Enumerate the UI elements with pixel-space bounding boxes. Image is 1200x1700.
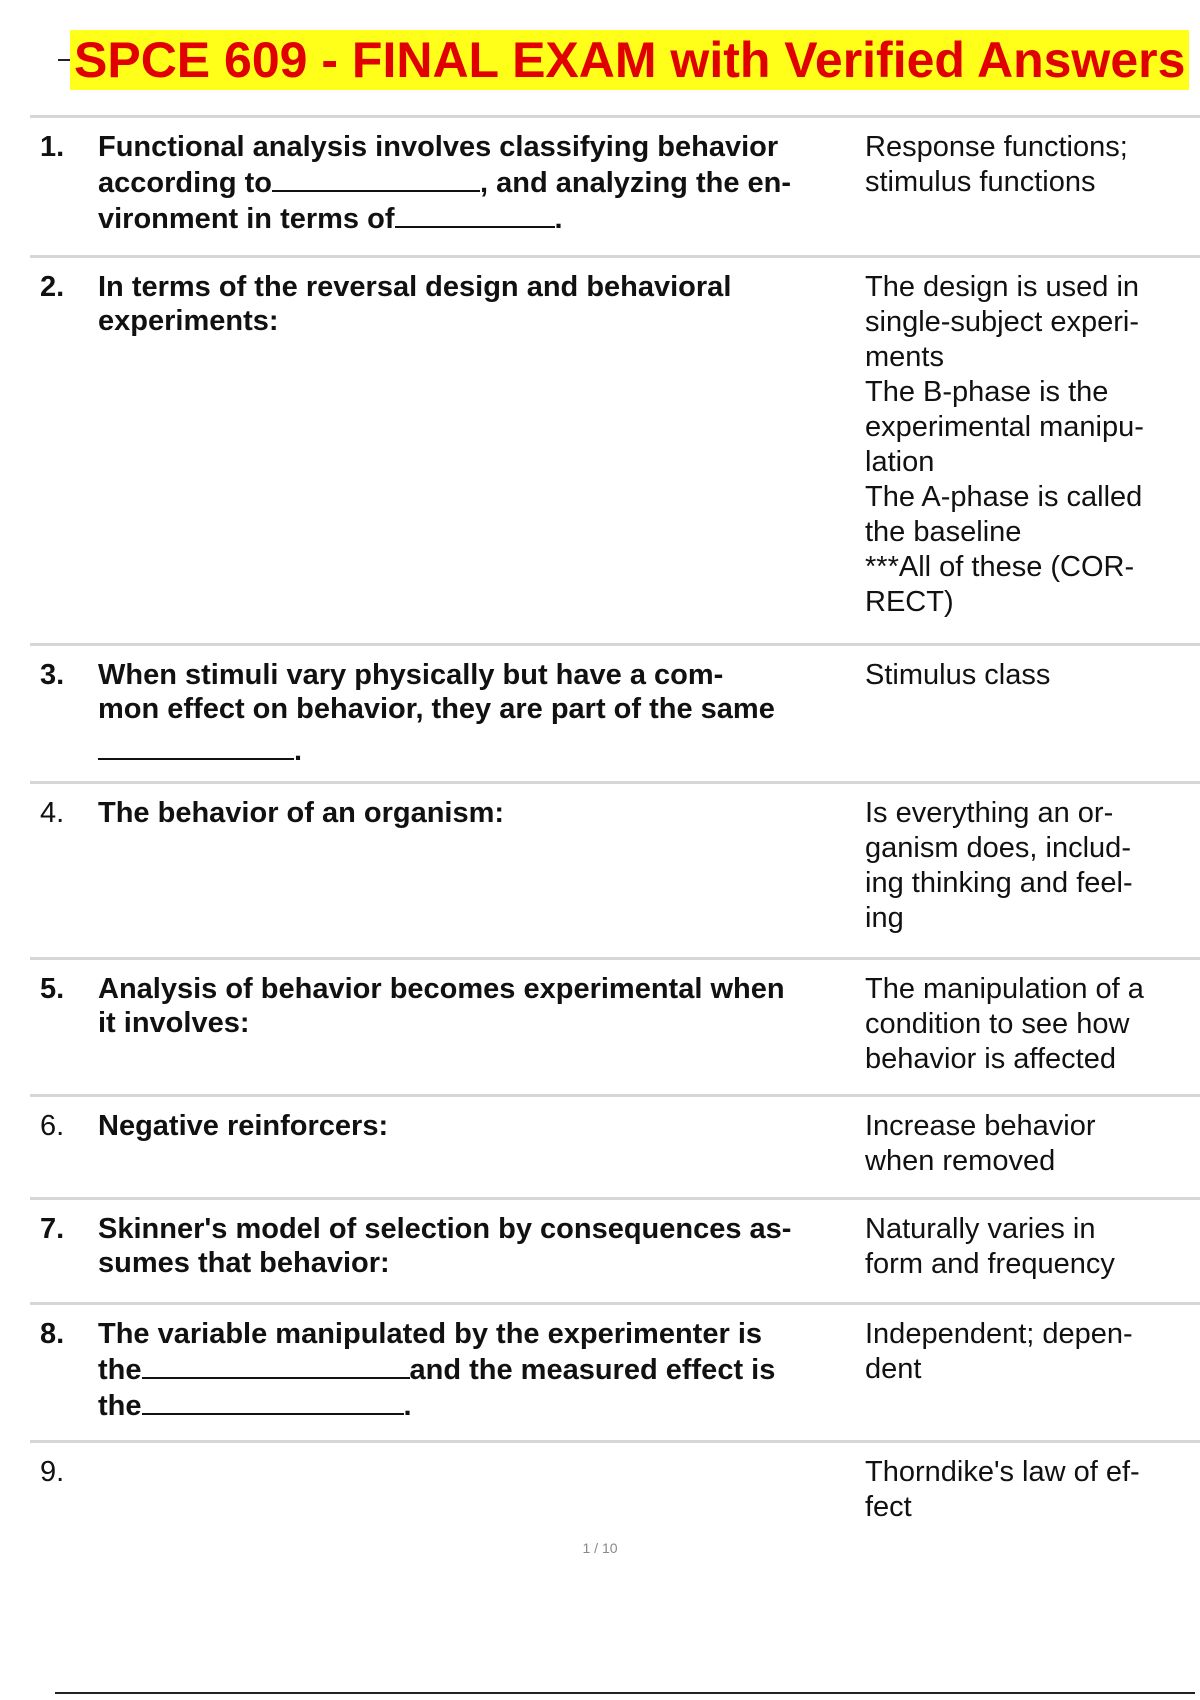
question-text: When stimuli vary physically but have a com- mon effect on behavior, they are part of the same . bbox=[98, 659, 775, 767]
page-number: 1 / 10 bbox=[582, 1540, 618, 1556]
question-row-8 bbox=[30, 1302, 1200, 1440]
question-row-5 bbox=[30, 957, 1200, 1094]
answer-text: Increase behavior when removed bbox=[865, 1110, 1096, 1177]
question-row-4 bbox=[30, 781, 1200, 957]
question-text: Skinner's model of selection by consequences as- sumes that behavior: bbox=[98, 1213, 792, 1279]
question-text: In terms of the reversal design and behavioral experiments: bbox=[98, 271, 732, 337]
question-text: The behavior of an organism: bbox=[98, 797, 505, 829]
question-row-3 bbox=[30, 643, 1200, 781]
question-row-7 bbox=[30, 1197, 1200, 1302]
answer-text: Stimulus class bbox=[865, 659, 1051, 691]
question-row-2 bbox=[30, 255, 1200, 643]
bottom-rule bbox=[55, 1692, 1195, 1694]
question-number: 3. bbox=[40, 659, 65, 691]
question-number: 2. bbox=[40, 271, 65, 303]
answer-text: The design is used in single-subject experi- ments The B-phase is the experimental manipu- lation The A-phase is called the baseline ***All of these (COR- RECT) bbox=[865, 271, 1144, 618]
question-number: 6. bbox=[40, 1110, 65, 1142]
question-number: 7. bbox=[40, 1213, 65, 1245]
page-title: SPCE 609 - FINAL EXAM with Verified Answers bbox=[70, 30, 1189, 90]
question-text: The variable manipulated by the experimenter is the and the measured effect is the . bbox=[98, 1318, 776, 1422]
answer-text: Independent; depen- dent bbox=[865, 1318, 1133, 1385]
question-number: 1. bbox=[40, 131, 65, 163]
question-text: Functional analysis involves classifying behavior according to , and analyzing the en- vironment in terms of . bbox=[98, 131, 792, 235]
question-number: 8. bbox=[40, 1318, 65, 1350]
question-number: 4. bbox=[40, 797, 65, 829]
answer-text: Thorndike's law of ef- fect bbox=[865, 1456, 1140, 1523]
question-row-1 bbox=[30, 115, 1200, 255]
question-number: 5. bbox=[40, 973, 65, 1005]
answer-text: Is everything an or- ganism does, includ- ing thinking and feel- ing bbox=[865, 797, 1133, 934]
question-row-9 bbox=[30, 1440, 1200, 1530]
answer-text: The manipulation of a condition to see how behavior is affected bbox=[865, 973, 1144, 1075]
question-number: 9. bbox=[40, 1456, 65, 1488]
question-row-6 bbox=[30, 1094, 1200, 1197]
question-text: Negative reinforcers: bbox=[98, 1110, 389, 1142]
title-dash bbox=[58, 59, 70, 61]
answer-text: Response functions; stimulus functions bbox=[865, 131, 1128, 198]
answer-text: Naturally varies in form and frequency bbox=[865, 1213, 1115, 1280]
question-text: Analysis of behavior becomes experimental when it involves: bbox=[98, 973, 785, 1039]
